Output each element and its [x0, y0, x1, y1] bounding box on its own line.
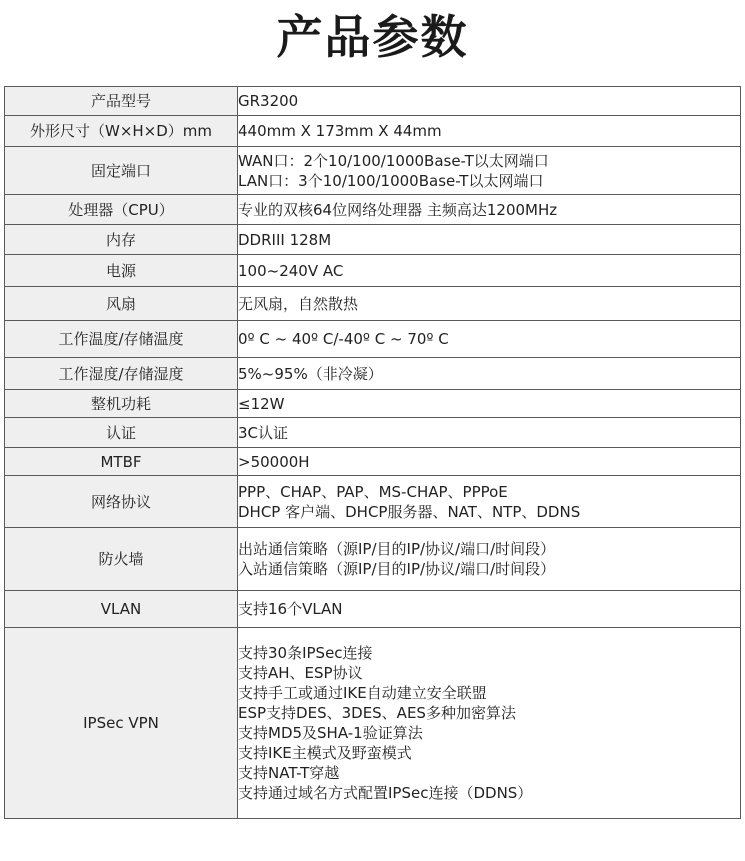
spec-value-line: >50000H	[238, 452, 310, 471]
spec-value	[238, 591, 741, 628]
spec-value-line: 3C认证	[238, 423, 289, 442]
spec-row	[5, 418, 741, 448]
spec-value-line: 入站通信策略（源IP/目的IP/协议/端口/时间段）	[238, 560, 556, 578]
spec-value	[238, 321, 741, 358]
spec-value	[238, 628, 741, 819]
spec-row	[5, 287, 741, 321]
spec-value-line: 5%~95%（非冷凝）	[238, 364, 383, 383]
spec-label: 工作温度/存储温度	[5, 321, 238, 358]
spec-row	[5, 628, 741, 819]
spec-value-line: GR3200	[238, 92, 299, 110]
spec-row	[5, 390, 741, 418]
spec-value-line: WAN口：2个10/100/1000Base-T以太网端口	[238, 151, 549, 170]
spec-row	[5, 147, 741, 195]
spec-label: 处理器（CPU）	[5, 195, 238, 225]
spec-value-line: DDRIII 128M	[238, 230, 332, 249]
spec-value-line: LAN口：3个10/100/1000Base-T以太网端口	[238, 171, 544, 190]
spec-label: 整机功耗	[5, 390, 238, 418]
spec-row	[5, 225, 741, 255]
spec-value	[238, 528, 741, 591]
spec-label: 产品型号	[5, 87, 238, 116]
spec-value	[238, 448, 741, 476]
spec-value	[238, 195, 741, 225]
spec-value-line: 支持手工或通过IKE自动建立安全联盟	[238, 684, 487, 702]
spec-label: 电源	[5, 255, 238, 287]
spec-row	[5, 358, 741, 390]
spec-value	[238, 358, 741, 390]
spec-row	[5, 591, 741, 628]
spec-row	[5, 528, 741, 591]
spec-value	[238, 147, 741, 195]
spec-value-line: 支持IKE主模式及野蛮模式	[238, 744, 412, 762]
spec-row	[5, 116, 741, 147]
spec-value-line: 专业的双核64位网络处理器 主频高达1200MHz	[238, 200, 558, 219]
spec-label: 内存	[5, 225, 238, 255]
spec-row	[5, 321, 741, 358]
spec-label: MTBF	[5, 448, 238, 476]
spec-value	[238, 87, 741, 116]
spec-row	[5, 448, 741, 476]
spec-row	[5, 255, 741, 287]
spec-value	[238, 255, 741, 287]
spec-row	[5, 87, 741, 116]
spec-value-line: 支持NAT-T穿越	[238, 764, 340, 782]
spec-value	[238, 418, 741, 448]
spec-table-body	[5, 87, 741, 819]
spec-value-line: 支持通过域名方式配置IPSec连接（DDNS）	[238, 784, 533, 802]
spec-value	[238, 116, 741, 147]
spec-value-line: 0º C ~ 40º C/-40º C ~ 70º C	[238, 330, 449, 348]
spec-value	[238, 287, 741, 321]
spec-value	[238, 225, 741, 255]
spec-label: VLAN	[5, 591, 238, 628]
spec-label: 工作湿度/存储湿度	[5, 358, 238, 390]
page-title: 产品参数	[276, 10, 469, 64]
spec-value-line: PPP、CHAP、PAP、MS-CHAP、PPPoE	[238, 482, 508, 501]
spec-label: 固定端口	[5, 147, 238, 195]
spec-label: 网络协议	[5, 476, 238, 528]
spec-value-line: 440mm X 173mm X 44mm	[238, 122, 442, 140]
spec-value-line: ≤12W	[238, 394, 285, 413]
spec-value-line: 出站通信策略（源IP/目的IP/协议/端口/时间段）	[238, 540, 556, 558]
spec-label: 防火墙	[5, 528, 238, 591]
spec-row	[5, 195, 741, 225]
spec-value-line: DHCP 客户端、DHCP服务器、NAT、NTP、DDNS	[238, 502, 581, 521]
spec-value	[238, 476, 741, 528]
spec-label: 风扇	[5, 287, 238, 321]
spec-label: IPSec VPN	[5, 628, 238, 819]
spec-value-line: 支持MD5及SHA-1验证算法	[238, 724, 423, 742]
spec-table	[4, 86, 741, 819]
spec-value-line: 支持30条IPSec连接	[238, 644, 373, 662]
spec-label: 外形尺寸（W×H×D）mm	[5, 116, 238, 147]
spec-value	[238, 390, 741, 418]
spec-value-line: ESP支持DES、3DES、AES多种加密算法	[238, 704, 516, 722]
spec-label: 认证	[5, 418, 238, 448]
spec-value-line: 支持16个VLAN	[238, 600, 343, 618]
spec-value-line: 无风扇，自然散热	[238, 294, 359, 313]
spec-row	[5, 476, 741, 528]
spec-value-line: 支持AH、ESP协议	[238, 664, 363, 682]
spec-value-line: 100~240V AC	[238, 261, 344, 280]
